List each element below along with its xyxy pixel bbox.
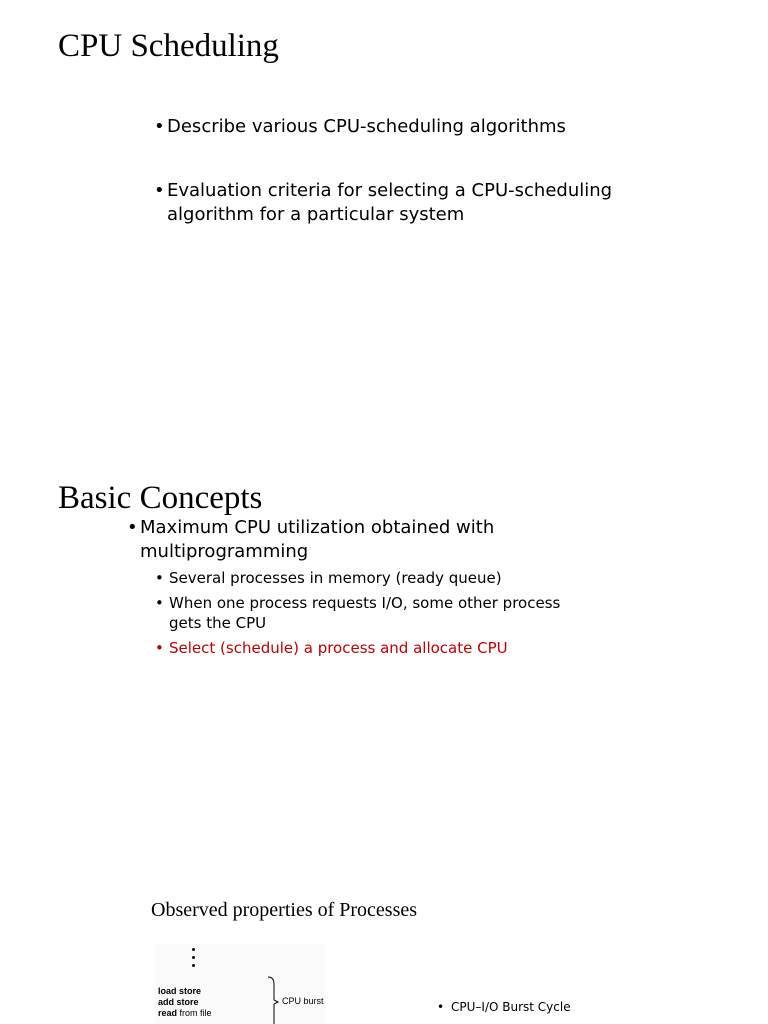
ellipsis-dots <box>192 948 195 972</box>
slide2-main-bullet: • Maximum CPU utilization obtained with multiprogramming <box>140 516 520 564</box>
burst-cycle-figure <box>154 944 326 1024</box>
slide2-sub-bullet-3: • Select (schedule) a process and allocate CPU <box>169 638 589 658</box>
slide2-sub-bullet-1: • Several processes in memory (ready queue) <box>169 568 589 588</box>
slide1-bullet-2: • Evaluation criteria for selecting a CPU-scheduling algorithm for a particular system <box>167 179 637 227</box>
slide3-title: Observed properties of Processes <box>151 899 418 921</box>
code-lines <box>158 986 212 1019</box>
code-line-3: read from file <box>158 1008 212 1018</box>
slide1-title: CPU Scheduling <box>58 28 279 64</box>
burst-brace <box>266 976 280 1024</box>
cpu-burst-label: CPU burst <box>282 996 324 1006</box>
code-line-2: add store <box>158 997 199 1007</box>
slide2-title: Basic Concepts <box>58 480 263 516</box>
slide1-bullet-1: • Describe various CPU-scheduling algorithms <box>167 115 627 139</box>
slide2-sub-bullet-2: • When one process requests I/O, some other process gets the CPU <box>169 593 589 633</box>
slide3-bullet: • CPU–I/O Burst Cycle <box>451 998 671 1016</box>
code-line-1: load store <box>158 986 202 996</box>
